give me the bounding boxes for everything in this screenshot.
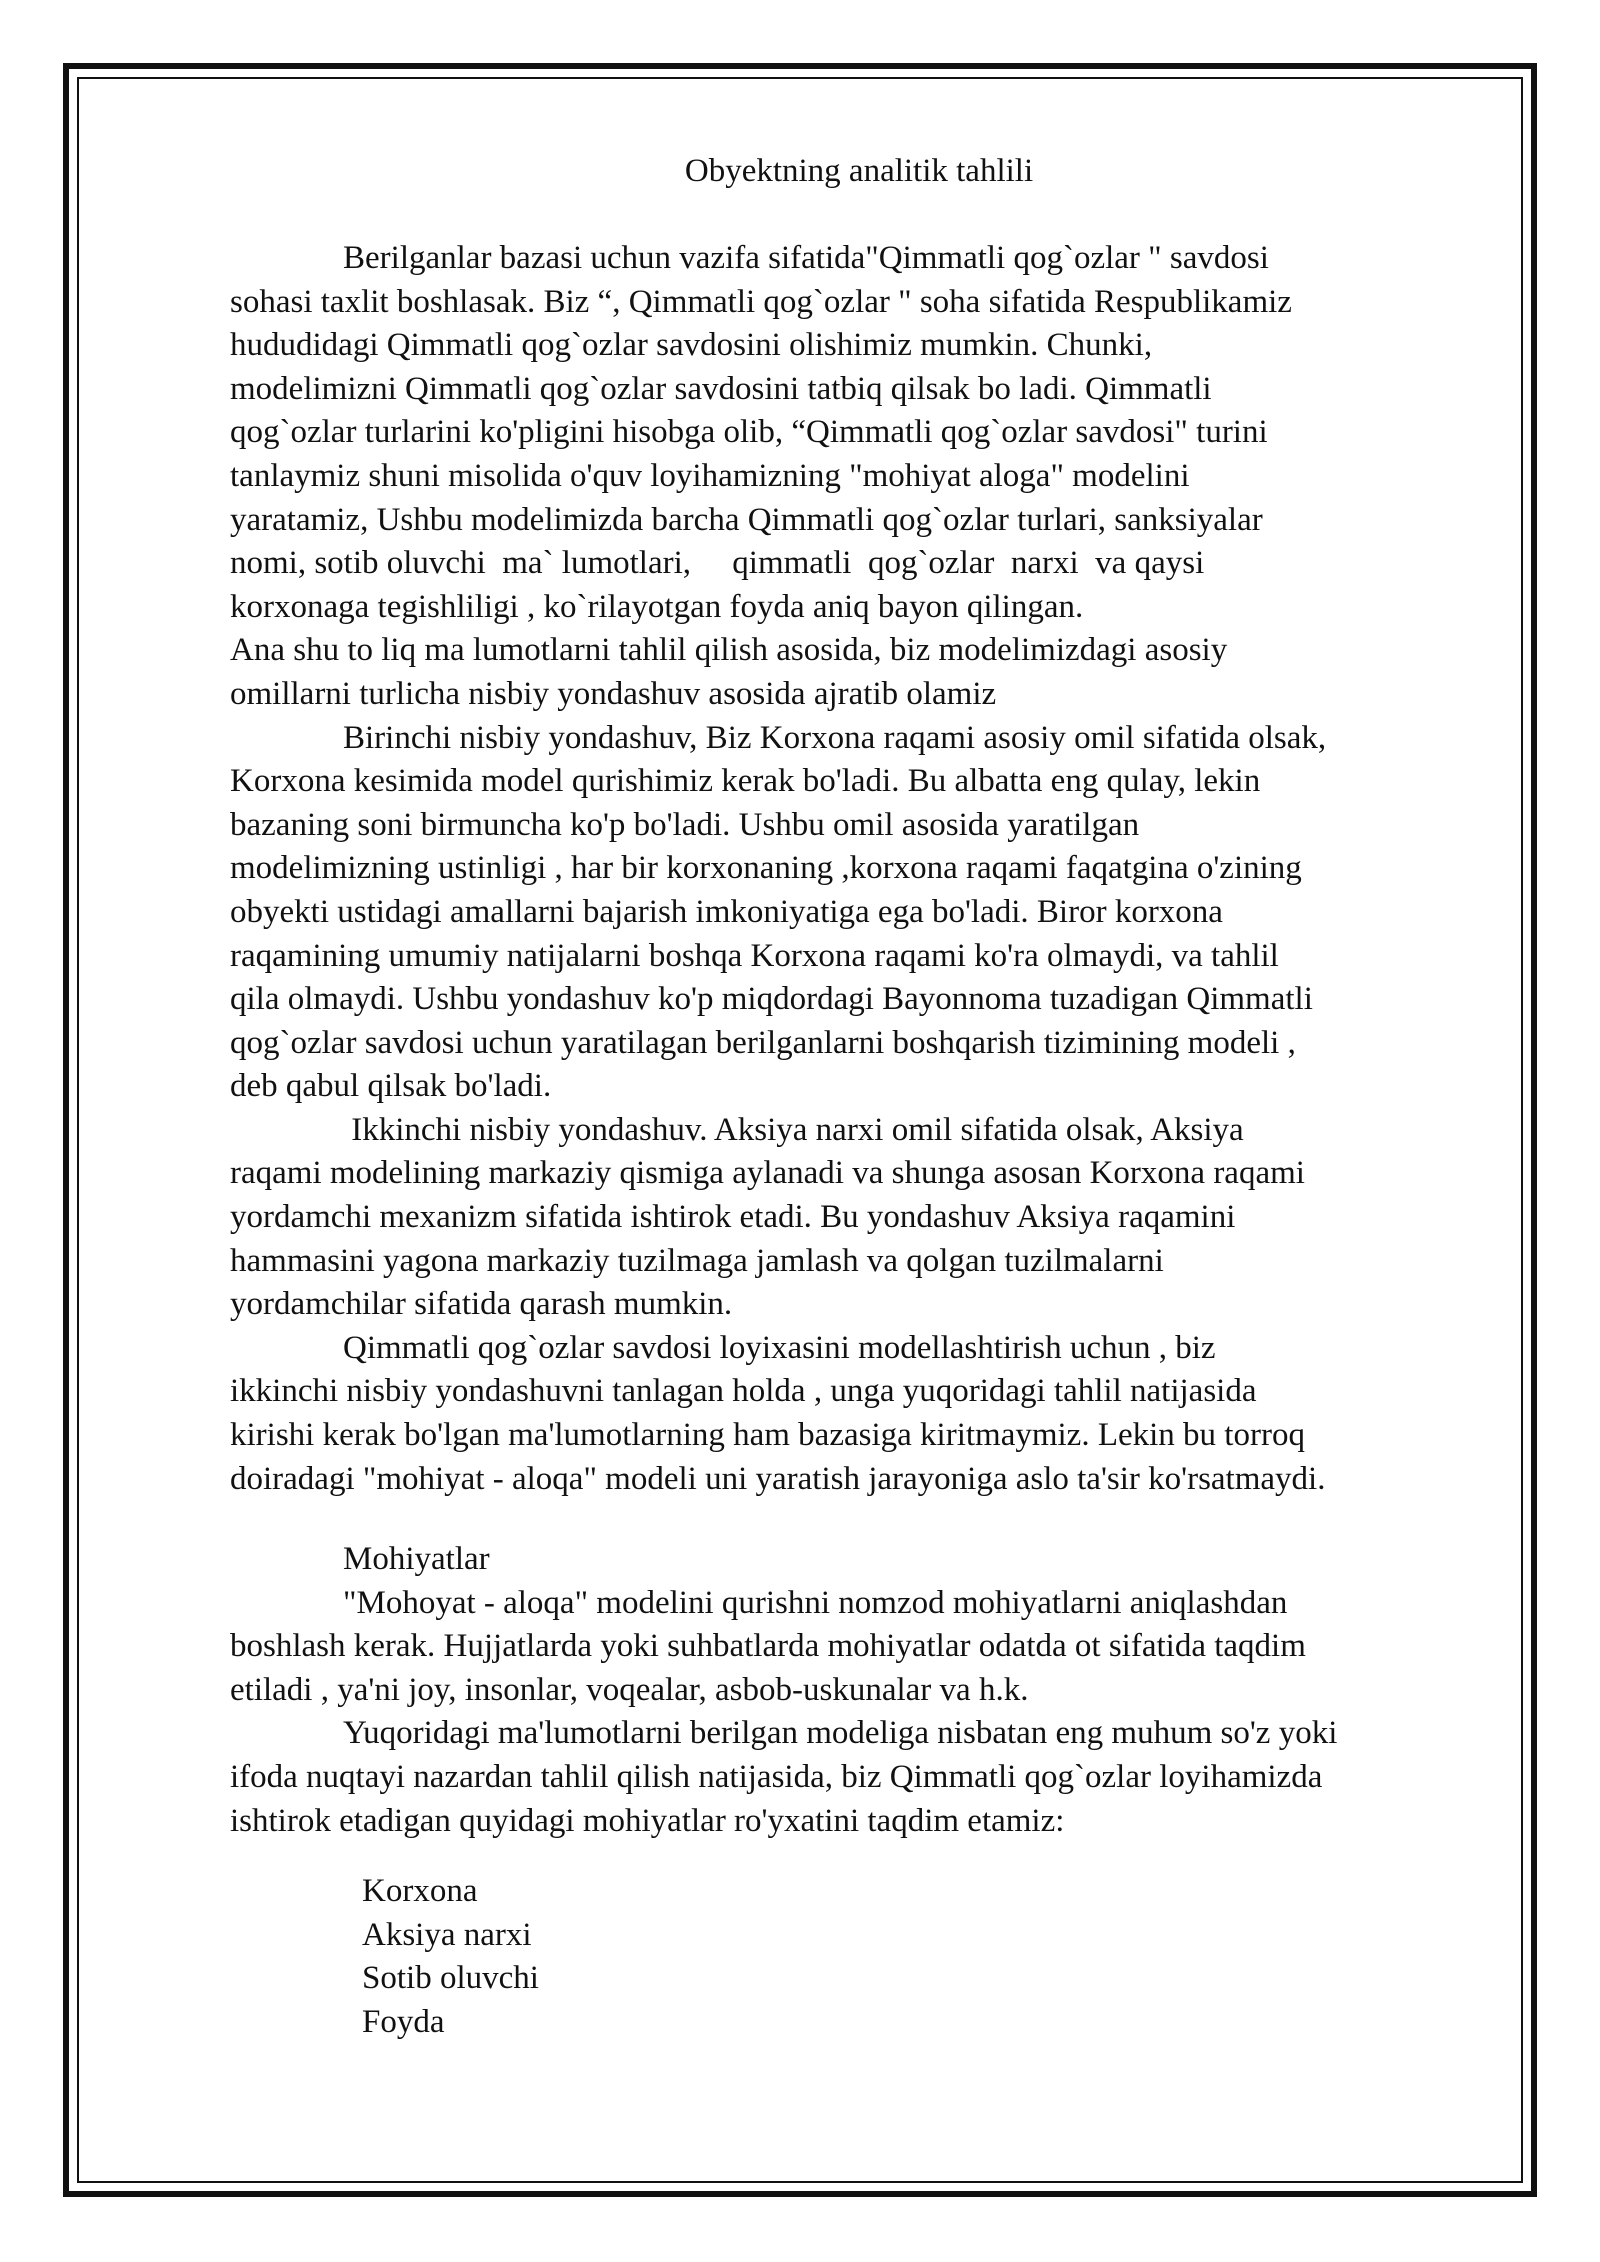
paragraph-modeling [230,1327,1520,1501]
text-line: Ana shu to liq ma lumotlarni tahlil qilish asosida, biz modelimizdagi asosiy [230,632,1228,669]
text-line: modelimizning ustinligi , har bir korxonaning ,korxona raqami faqatgina o'zining [230,850,1302,887]
paragraph-second-approach [230,1109,1520,1327]
paragraph-entities-list-intro [230,1712,1520,1843]
text-line: sohasi taxlit boshlasak. Biz “, Qimmatli qog`ozlar " soha sifatida Respublikamiz [230,283,1292,320]
paragraph-entities-intro [230,1582,1520,1713]
text-line: boshlash kerak. Hujjatlarda yoki suhbatlarda mohiyatlar odatda ot sifatida taqdim [230,1628,1306,1665]
text-line: bazaning soni birmuncha ko'p bo'ladi. Ushbu omil asosida yaratilgan [230,806,1140,843]
text-line: Yuqoridagi ma'lumotlarni berilgan modeliga nisbatan eng muhum so'z yoki [343,1715,1338,1752]
entities-list [230,1870,1520,2044]
text-line: "Mohoyat - aloqa" modelini qurishni nomzod mohiyatlarni aniqlashdan [343,1584,1288,1621]
text-line: ikkinchi nisbiy yondashuvni tanlagan holda , unga yuqoridagi tahlil natijasida [230,1373,1257,1410]
text-line: modelimizni Qimmatli qog`ozlar savdosini tatbiq qilsak bo ladi. Qimmatli [230,370,1212,407]
text-line: Birinchi nisbiy yondashuv, Biz Korxona raqami asosiy omil sifatida olsak, [343,719,1327,756]
paragraph-intro [230,237,1520,629]
analysis-section [230,237,1520,1501]
text-line: korxonaga tegishliligi , ko`rilayotgan foyda aniq bayon qilingan. [230,588,1084,625]
text-line: doiradagi "mohiyat - aloqa" modeli uni yaratish jarayoniga aslo ta'sir ko'rsatmaydi. [230,1460,1326,1497]
text-line: ishtirok etadigan quyidagi mohiyatlar ro'yxatini taqdim etamiz: [230,1802,1065,1839]
text-line: hammasini yagona markaziy tuzilmaga jamlash va qolgan tuzilmalarni [230,1242,1164,1279]
text-line: hududidagi Qimmatli qog`ozlar savdosini olishimiz mumkin. Chunki, [230,327,1153,364]
text-line: raqami modelining markaziy qismiga aylanadi va shunga asosan Korxona raqami [230,1155,1305,1192]
text-line: Korxona kesimida model qurishimiz kerak bo'ladi. Bu albatta eng qulay, lekin [230,763,1261,800]
text-line: tanlaymiz shuni misolida o'quv loyihamizning "mohiyat aloga" modelini [230,457,1190,494]
text-line: yordamchi mexanizm sifatida ishtirok etadi. Bu yondashuv Aksiya raqamini [230,1199,1236,1236]
paragraph-basis [230,629,1520,716]
text-line: obyekti ustidagi amallarni bajarish imkoniyatiga ega bo'ladi. Biror korxona [230,893,1223,930]
text-line: Berilganlar bazasi uchun vazifa sifatida"Qimmatli qog`ozlar " savdosi [343,240,1269,276]
text-line: raqamining umumiy natijalarni boshqa Korxona raqami ko'ra olmaydi, va tahlil [230,937,1279,974]
list-item: Aksiya narxi [362,1916,532,1953]
title-container [230,150,1488,194]
text-line: qog`ozlar turlarini ko'pligini hisobga olib, “Qimmatli qog`ozlar savdosi" turini [230,414,1268,451]
text-line: deb qabul qilsak bo'ladi. [230,1068,552,1105]
document-title: Obyektning analitik tahlili [684,153,1034,189]
text-line: ifoda nuqtayi nazardan tahlil qilish natijasida, biz Qimmatli qog`ozlar loyihamizda [230,1758,1323,1795]
text-line: kirishi kerak bo'lgan ma'lumotlarning ham bazasiga kiritmaymiz. Lekin bu torroq [230,1417,1305,1454]
list-item: Sotib oluvchi [362,1960,539,1997]
text-line: yaratamiz, Ushbu modelimizda barcha Qimmatli qog`ozlar turlari, sanksiyalar [230,501,1263,538]
text-line: yordamchilar sifatida qarash mumkin. [230,1286,733,1323]
list-item: Korxona [362,1873,478,1909]
entities-section [230,1538,1520,1843]
text-line: nomi, sotib oluvchi ma` lumotlari, qimmatli qog`ozlar narxi va qaysi [230,545,1205,582]
text-line: Ikkinchi nisbiy yondashuv. Aksiya narxi omil sifatida olsak, Aksiya [343,1111,1244,1148]
paragraph-first-approach [230,717,1520,1109]
text-line: qila olmaydi. Ushbu yondashuv ko'p miqdordagi Bayonnoma tuzadigan Qimmatli [230,981,1313,1018]
text-line: qog`ozlar savdosi uchun yaratilagan berilganlarni boshqarish tizimining modeli , [230,1024,1296,1061]
list-item: Foyda [362,2003,445,2040]
text-line: omillarni turlicha nisbiy yondashuv asosida ajratib olamiz [230,675,997,712]
section-heading-entities: Mohiyatlar [343,1541,490,1577]
text-line: etiladi , ya'ni joy, insonlar, voqealar, asbob-uskunalar va h.k. [230,1671,1029,1708]
text-line: Qimmatli qog`ozlar savdosi loyixasini modellashtirish uchun , biz [343,1329,1216,1366]
entities-list-container [230,1870,1520,2044]
